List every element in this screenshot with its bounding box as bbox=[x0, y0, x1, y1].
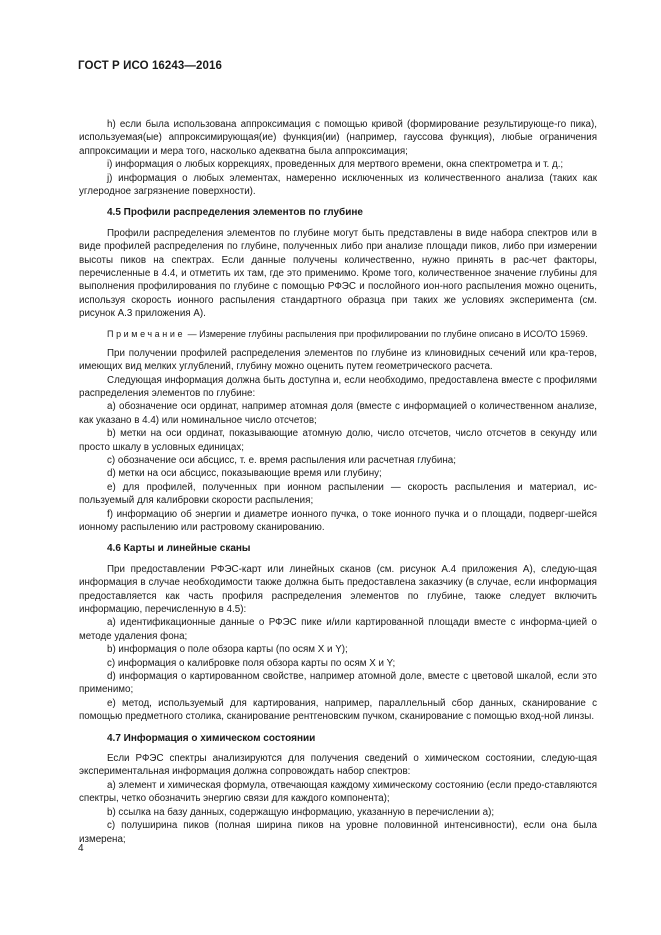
list-item-i: i) информация о любых коррекциях, проведенных для мертвого времени, окна спектрометра и т. д.; bbox=[107, 159, 564, 171]
paragraph: При получении профилей распределения элементов по глубине из клиновидных сечений или кра-теров, имеющих вид мелких углублений, глубину можно оценить путем геометрического расчета. bbox=[79, 347, 597, 373]
list-item: b) метки на оси ординат, показывающие атомную долю, число отсчетов, число отсчетов в секунду или просто шкалу в условных единицах; bbox=[79, 428, 597, 453]
paragraph: Профили распределения элементов по глубине могут быть представлены в виде набора спектров или в виде профилей распределения по глубине, полученных либо при анализе площади пиков, либо при измерении высоты пиков на спектрах. Если данные получены количественно, нужно принять в рас-чет факторы, перечисленные в 4.4, и отметить их там, где это применимо. Кроме того, количественное значение глубины для выполнения профилирования по глубине с помощью РФЭС и послойного ион-ного распыления можно оценить, используя скорость ионного распыления стандартного образца при таких же условиях эксперимента (см. рисунок А.3 приложения А). bbox=[79, 227, 597, 320]
section-heading-4-6: 4.6 Карты и линейные сканы bbox=[107, 543, 251, 555]
list-item: b) ссылка на базу данных, содержащую информацию, указанную в перечислении a); bbox=[107, 806, 495, 818]
list-item: f) информацию об энергии и диаметре ионного пучка, о токе ионного пучка и о площади, подверг-шейся ионному распылению или растровому сканированию. bbox=[79, 508, 597, 533]
list-item: a) идентификационные данные о РФЭС пике и/или картированной площади вместе с информа-цией о методе удаления фона; bbox=[79, 617, 597, 642]
list-item: d) метки на оси абсцисс, показывающие время или глубину; bbox=[107, 468, 382, 480]
list-item: c) полуширина пиков (полная ширина пиков на уровне половинной интенсивности), если она была измерена; bbox=[79, 820, 597, 845]
list-item: d) информация о картированном свойстве, например атомной доле, вместе с цветовой шкалой, если это применимо; bbox=[79, 671, 597, 696]
paragraph: Если РФЭС спектры анализируются для получения сведений о химическом состоянии, следую-щая экспериментальная информация должна сопровождать набор спектров: bbox=[79, 753, 597, 778]
standard-header: ГОСТ Р ИСО 16243—2016 bbox=[78, 60, 223, 72]
list-item: b) информация о поле обзора карты (по осям X и Y); bbox=[107, 644, 348, 656]
section-heading-4-5: 4.5 Профили распределения элементов по глубине bbox=[107, 207, 363, 219]
paragraph: Следующая информация должна быть доступна и, если необходимо, предоставлена вместе с профилями распределения элементов по глубине: bbox=[79, 374, 597, 399]
note-text: — Измерение глубины распыления при профилировании по глубине описано в ИСО/ТО 15969. bbox=[185, 328, 588, 339]
list-item-j: j) информация о любых элементах, намеренно исключенных из количественного анализа (таких как углеродное загрязнение поверхности). bbox=[79, 172, 597, 198]
list-item: c) информация о калибровке поля обзора карты по осям X и Y; bbox=[107, 657, 396, 669]
paragraph: При предоставлении РФЭС-карт или линейных сканов (см. рисунок А.4 приложения А), следую-щая информация в случае необходимости также должна быть предоставлена заказчику (в случае, если информация предоставляется как часть профиля распределения элементов по глубине, также следует включить информацию, перечисленную в 4.5): bbox=[79, 563, 597, 615]
note-label: Примечание bbox=[107, 328, 186, 339]
document-body bbox=[79, 118, 597, 846]
list-item: a) элемент и химическая формула, отвечающая каждому химическому состоянию (если предо-ставляются спектры, четко обозначить энергию связи для каждого компонента); bbox=[79, 779, 597, 805]
page-number: 4 bbox=[78, 843, 84, 854]
list-item: e) метод, используемый для картирования, например, параллельный сбор данных, сканирование с помощью предметного столика, сканирование рентгеновским пучком, сканирование с помощью вход-ной линзы. bbox=[79, 697, 597, 723]
list-item: e) для профилей, полученных при ионном распылении — скорость распыления и материал, ис-пользуемый для калибровки скорости распыления; bbox=[79, 481, 597, 507]
list-item: c) обозначение оси абсцисс, т. е. время распыления или расчетная глубина; bbox=[107, 454, 456, 466]
list-item: a) обозначение оси ординат, например атомная доля (вместе с информацией о количественном анализе, как указано в 4.4) или номинальное число отсчетов; bbox=[79, 401, 597, 426]
section-heading-4-7: 4.7 Информация о химическом состоянии bbox=[107, 732, 316, 744]
list-item-h: h) если была использована аппроксимация с помощью кривой (формирование результирующе-го пика), используемая(ые) аппроксимирующая(ие) функция(ии) (например, гауссова функция), любые ограничения аппроксимации и мера того, насколько адекватна была аппроксимация; bbox=[79, 119, 597, 157]
note bbox=[79, 328, 597, 340]
